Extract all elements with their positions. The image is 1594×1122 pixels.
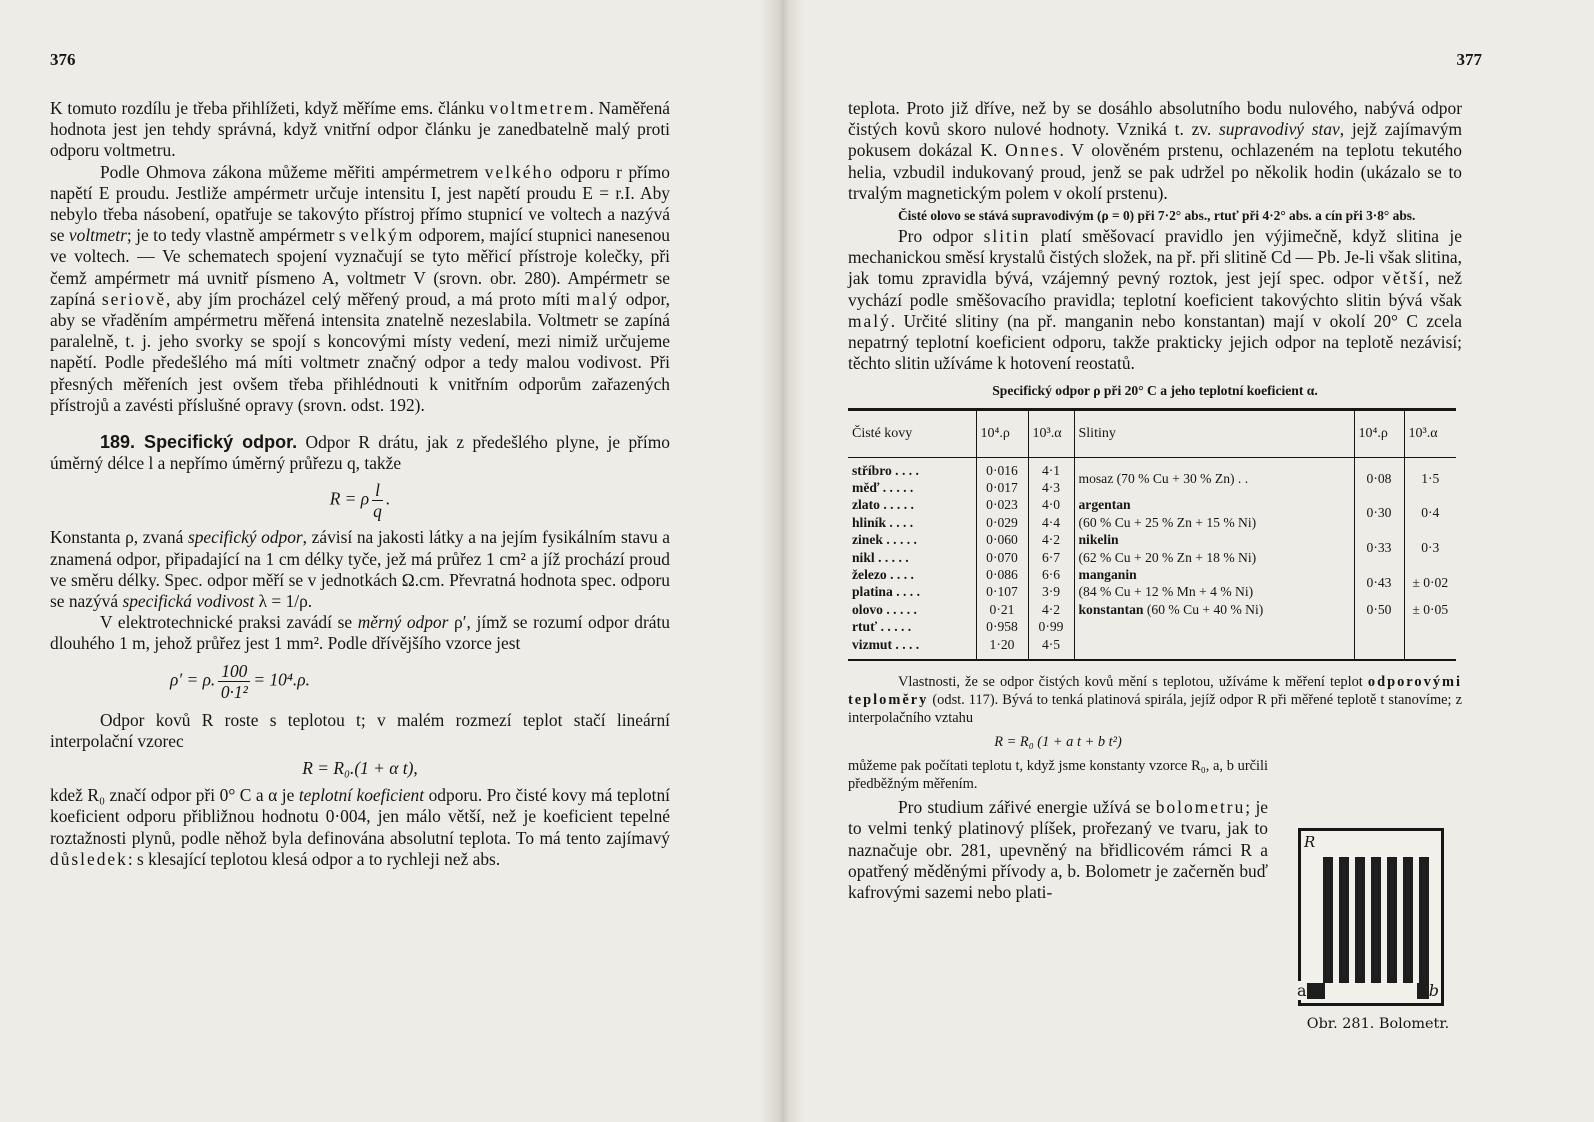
label-a: a [1297,981,1307,1000]
metal-rho: 0·070 [986,549,1018,565]
alloy-alpha: 0·4 [1421,505,1440,521]
metal-alpha: 4·0 [1041,497,1061,513]
metal-rho: 0·107 [986,584,1018,600]
alloy-rho: 0·43 [1366,575,1392,591]
paragraph-constants: můžeme pak počítati teplotu t, když jsme konstanty vzorce R₀, a, b určili předběžným měřením. [848,758,1268,793]
right-page [804,0,1594,1122]
bolometer-strip [1387,857,1397,983]
bolometer-strip [1323,857,1333,983]
metal-name: zlato . . . . . [852,497,914,513]
table-header: Čisté kovy [848,409,976,457]
alloy-name: mosaz (70 % Cu + 30 % Zn) . . [1078,470,1249,486]
metal-rho: 0·086 [986,567,1018,583]
alloy-rho: 0·33 [1366,540,1392,556]
metal-name: nikl . . . . . [852,549,909,565]
metal-name: hliník . . . . [852,514,914,530]
metal-name: rtuť . . . . . [852,619,912,635]
metal-alpha: 3·9 [1041,584,1061,600]
bolometer-strip [1355,857,1365,983]
paragraph-specific-resistance: 189. Specifický odpor. Odpor R drátu, jak z předešlého plyne, je přímo úměrný délce l a nepřímo úměrný průřezu q, takže [50,432,670,474]
label-b: b [1428,981,1439,1000]
paragraph-coefficient: kdež R₀ značí odpor při 0° C a α je teplotní koeficient odporu. Pro čisté kovy má teplotní koeficient odporu přibližnou hodnotu 0·004, jen málo větší, než je koeficient tepelné roztažnosti plynů, podle něhož byla definována absolutní teplota. To má tento zajímavý důsledek: s klesající teplotou klesá odpor a to rychleji než abs. [50,785,670,869]
lead-a [1307,983,1325,999]
metal-rho: 0·060 [986,532,1018,548]
left-page-text [50,98,670,870]
metal-rho: 0·958 [986,619,1018,635]
metal-alpha: 4·3 [1041,480,1061,496]
metal-name: vizmut . . . . [852,636,920,652]
alloy-names-cell [1074,457,1354,660]
metal-alpha: 6·7 [1041,549,1061,565]
alloy-rho: 0·50 [1366,601,1392,617]
bolometer-strip [1419,857,1429,983]
metal-rho: 1·20 [989,636,1015,652]
metal-name: železo . . . . [852,567,914,583]
table-header: 10⁴.ρ [1354,409,1404,457]
alloy-name: konstantan (60 % Cu + 40 % Ni) [1078,601,1264,617]
right-page-text [848,98,1462,903]
metal-rho: 0·029 [986,514,1018,530]
metal-alpha: 4·1 [1041,462,1061,478]
alloy-alpha: ± 0·05 [1412,601,1449,617]
figure-bolometer [1294,828,1462,1032]
metal-alpha: 6·6 [1041,567,1061,583]
left-page [0,0,760,1122]
table-header: 10³.α [1028,409,1074,457]
metal-rho-cell [976,457,1028,660]
metal-name: olovo . . . . . [852,601,917,617]
bolometer-diagram [1298,828,1444,1006]
alloy-alpha-cell [1404,457,1456,660]
metal-alpha: 4·4 [1041,514,1061,530]
paragraph-resistance-thermometers: Vlastnosti, že se odpor čistých kovů mění s teplotou, užíváme k měření teplot odporovými teploměry (odst. 117). Bývá to tenká platinová spirála, jejíž odpor R při měřené teplotě t stanovíme; z interpolačního vztahu [848,674,1463,727]
page-number-right: 377 [1456,50,1482,69]
formula-linear: R = R₀.(1 + α t), [302,758,418,779]
alloy-rho: 0·30 [1366,505,1392,521]
bolometer-strip [1339,857,1349,983]
metal-rho: 0·017 [986,480,1018,496]
table-header: 10³.α [1404,409,1456,457]
paragraph-measured-resistance: V elektrotechnické praksi zavádí se měrný odpor ρ′, jímž se rozumí odpor drátu dlouhého 1 m, jehož průřez jest 1 mm². Podle dřívějšího vzorce jest [50,612,670,654]
bolometer-strip [1403,857,1413,983]
resistivity-table [848,408,1456,661]
alloy-alpha: 1·5 [1421,470,1440,486]
metal-alpha: 4·2 [1041,601,1061,617]
metal-name: stříbro . . . . [852,462,919,478]
alloy-name: nikelin (62 % Cu + 20 % Zn + 18 % Ni) [1078,532,1257,565]
alloy-name: argentan (60 % Cu + 25 % Zn + 15 % Ni) [1078,497,1257,530]
paragraph-superconductivity: teplota. Proto již dříve, než by se dosáhlo absolutního bodu nulového, nabývá odpor čistých kovů skoro nulové hodnoty. Vzniká t. zv. supravodivý stav, jejž zajímavým pokusem dokázal K. Onnes. V olověném prstenu, ochlazeném na teplotu tekutého helia, vzbudil indukovaný proud, jenž se pak udržel po několik hodin (ukázalo se to trvalým magnetickým polem v okolí prstenu). [848,98,1462,203]
table-header: Slitiny [1074,409,1354,457]
book-gutter [760,0,804,1122]
table-caption: Specifický odpor ρ při 20° C a jeho teplotní koeficient α. [992,383,1318,399]
table-row [848,457,1456,660]
table-header: 10⁴.ρ [976,409,1028,457]
formula-rho-prime: ρ′ = ρ. $\frac{100}{\text{0·1²}}$ = 10⁴.ρ. [170,660,310,702]
paragraph-bolometer: Pro studium zářivé energie užívá se bolometru; je to velmi tenký platinový plíšek, prořezaný ve tvaru, jak to naznačuje obr. 281, upevněný na břidlicovém rámci R a opatřený měděnými přívody a, b. Bolometr je začerněn buď kafrovými sazemi nebo plati- [848,797,1268,902]
section-heading: 189. Specifický odpor. [100,432,298,453]
formula-resistance: R = ρ $\frac{l}{q}$ . [329,480,391,522]
bolometer-strip [1371,857,1381,983]
paragraph-voltmeter-intro: K tomuto rozdílu je třeba přihlížeti, když měříme ems. článku voltmetrem. Naměřená hodnota jest jen tehdy správná, když vnitřní odpor článku je zanedbatelně malý proti odporu voltmetru. [50,98,670,161]
metal-name: měď . . . . . [852,480,914,496]
metal-rho: 0·21 [989,601,1015,617]
note-superconductors: Čisté olovo se stává supravodivým (ρ = 0) při 7·2° abs., rtuť při 4·2° abs. a cín při 3·8° abs. [898,208,1416,224]
metal-alpha-cell [1028,457,1074,660]
alloy-alpha: 0·3 [1421,540,1440,556]
metal-rho: 0·016 [986,462,1018,478]
alloy-rho: 0·08 [1366,470,1392,486]
paragraph-constant-rho: Konstanta ρ, zvaná specifický odpor, závisí na jakosti látky a na jejím fysikálním stavu a znamená odpor, připadající na 1 cm délky tyče, jež má průřez 1 cm² a jíž prochází proud ve směru délky. Spec. odpor měří se v jednotkách Ω.cm. Převratná hodnota spec. odporu se nazývá specifická vodivost λ = 1/ρ. [50,527,670,612]
metal-alpha: 0·99 [1038,619,1064,635]
metal-rho: 0·023 [986,497,1018,513]
metal-alpha: 4·2 [1041,532,1061,548]
metal-name: zinek . . . . . [852,532,917,548]
paragraph-ohm-law: Podle Ohmova zákona můžeme měřiti ampérmetrem velkého odporu r přímo napětí E proudu. Jestliže ampérmetr určuje intensitu I, jest napětí proudu E = r.I. Aby nebylo třeba násobení, opatřuje se takovýto přístroj přímo stupnicí ve voltech a nazývá se voltmetr; je to tedy vlastně ampérmetr s velkým odporem, mající stupnici nanesenou ve voltech. — Ve schematech spojení vyznačují se tyto měřicí přístroje kolečky, při čemž ampérmetr má uvnitř písmeno A, voltmetr V (srovn. obr. 280). Ampérmetr se zapíná seriově, aby jím procházel celý měřený proud, a má proto míti malý odpor, aby se vřaděním ampérmetru měřená intensita znatelně nezeslabila. Voltmetr se zapíná paralelně, t. j. jeho svorky se spojí s koncovými místy vedení, mezi nimiž určujeme napětí. Podle předešlého má míti voltmetr značný odpor a tedy malou vodivost. Při přesných měřeních jest ovšem třeba přihlédnouti k vnitřním odporům zařazených přístrojů a zavésti příslušné opravy (srovn. odst. 192). [50,161,670,415]
metal-name: platina . . . . [852,584,920,600]
paragraph-alloys: Pro odpor slitin platí směšovací pravidlo jen výjimečně, když slitina je mechanickou směsí krystalů čistých složek, na př. při slitině Cd — Pb. Je-li však slitina, jak tomu zpravidla bývá, vzájemný pevný roztok, jest její spec. odpor větší, než vychází podle směšovacího pravidla; teplotní koeficient takovýchto slitin bývá však malý. Určité slitiny (na př. manganin nebo konstantan) mají v okolí 20° C zcela nepatrný teplotní koeficient odporu, takže prakticky jejich odpor na teplotě nezávisí; těchto slitin užíváme k hotovení reostatů. [848,226,1462,374]
alloy-rho-cell [1354,457,1404,660]
figure-caption: Obr. 281. Bolometr. [1306,1016,1450,1032]
metal-alpha: 4·5 [1041,636,1061,652]
label-R: R [1304,833,1316,851]
table-header-row [848,409,1456,457]
alloy-alpha: ± 0·02 [1412,575,1449,591]
paragraph-temperature: Odpor kovů R roste s teplotou t; v malém rozmezí teplot stačí lineární interpolační vzorec [50,709,670,751]
formula-thermometer: R = R₀ (1 + a t + b t²) [994,734,1122,751]
alloy-name: manganin (84 % Cu + 12 % Mn + 4 % Ni) [1078,567,1254,600]
page-number-left: 376 [50,50,76,69]
metal-names-cell [848,457,976,660]
